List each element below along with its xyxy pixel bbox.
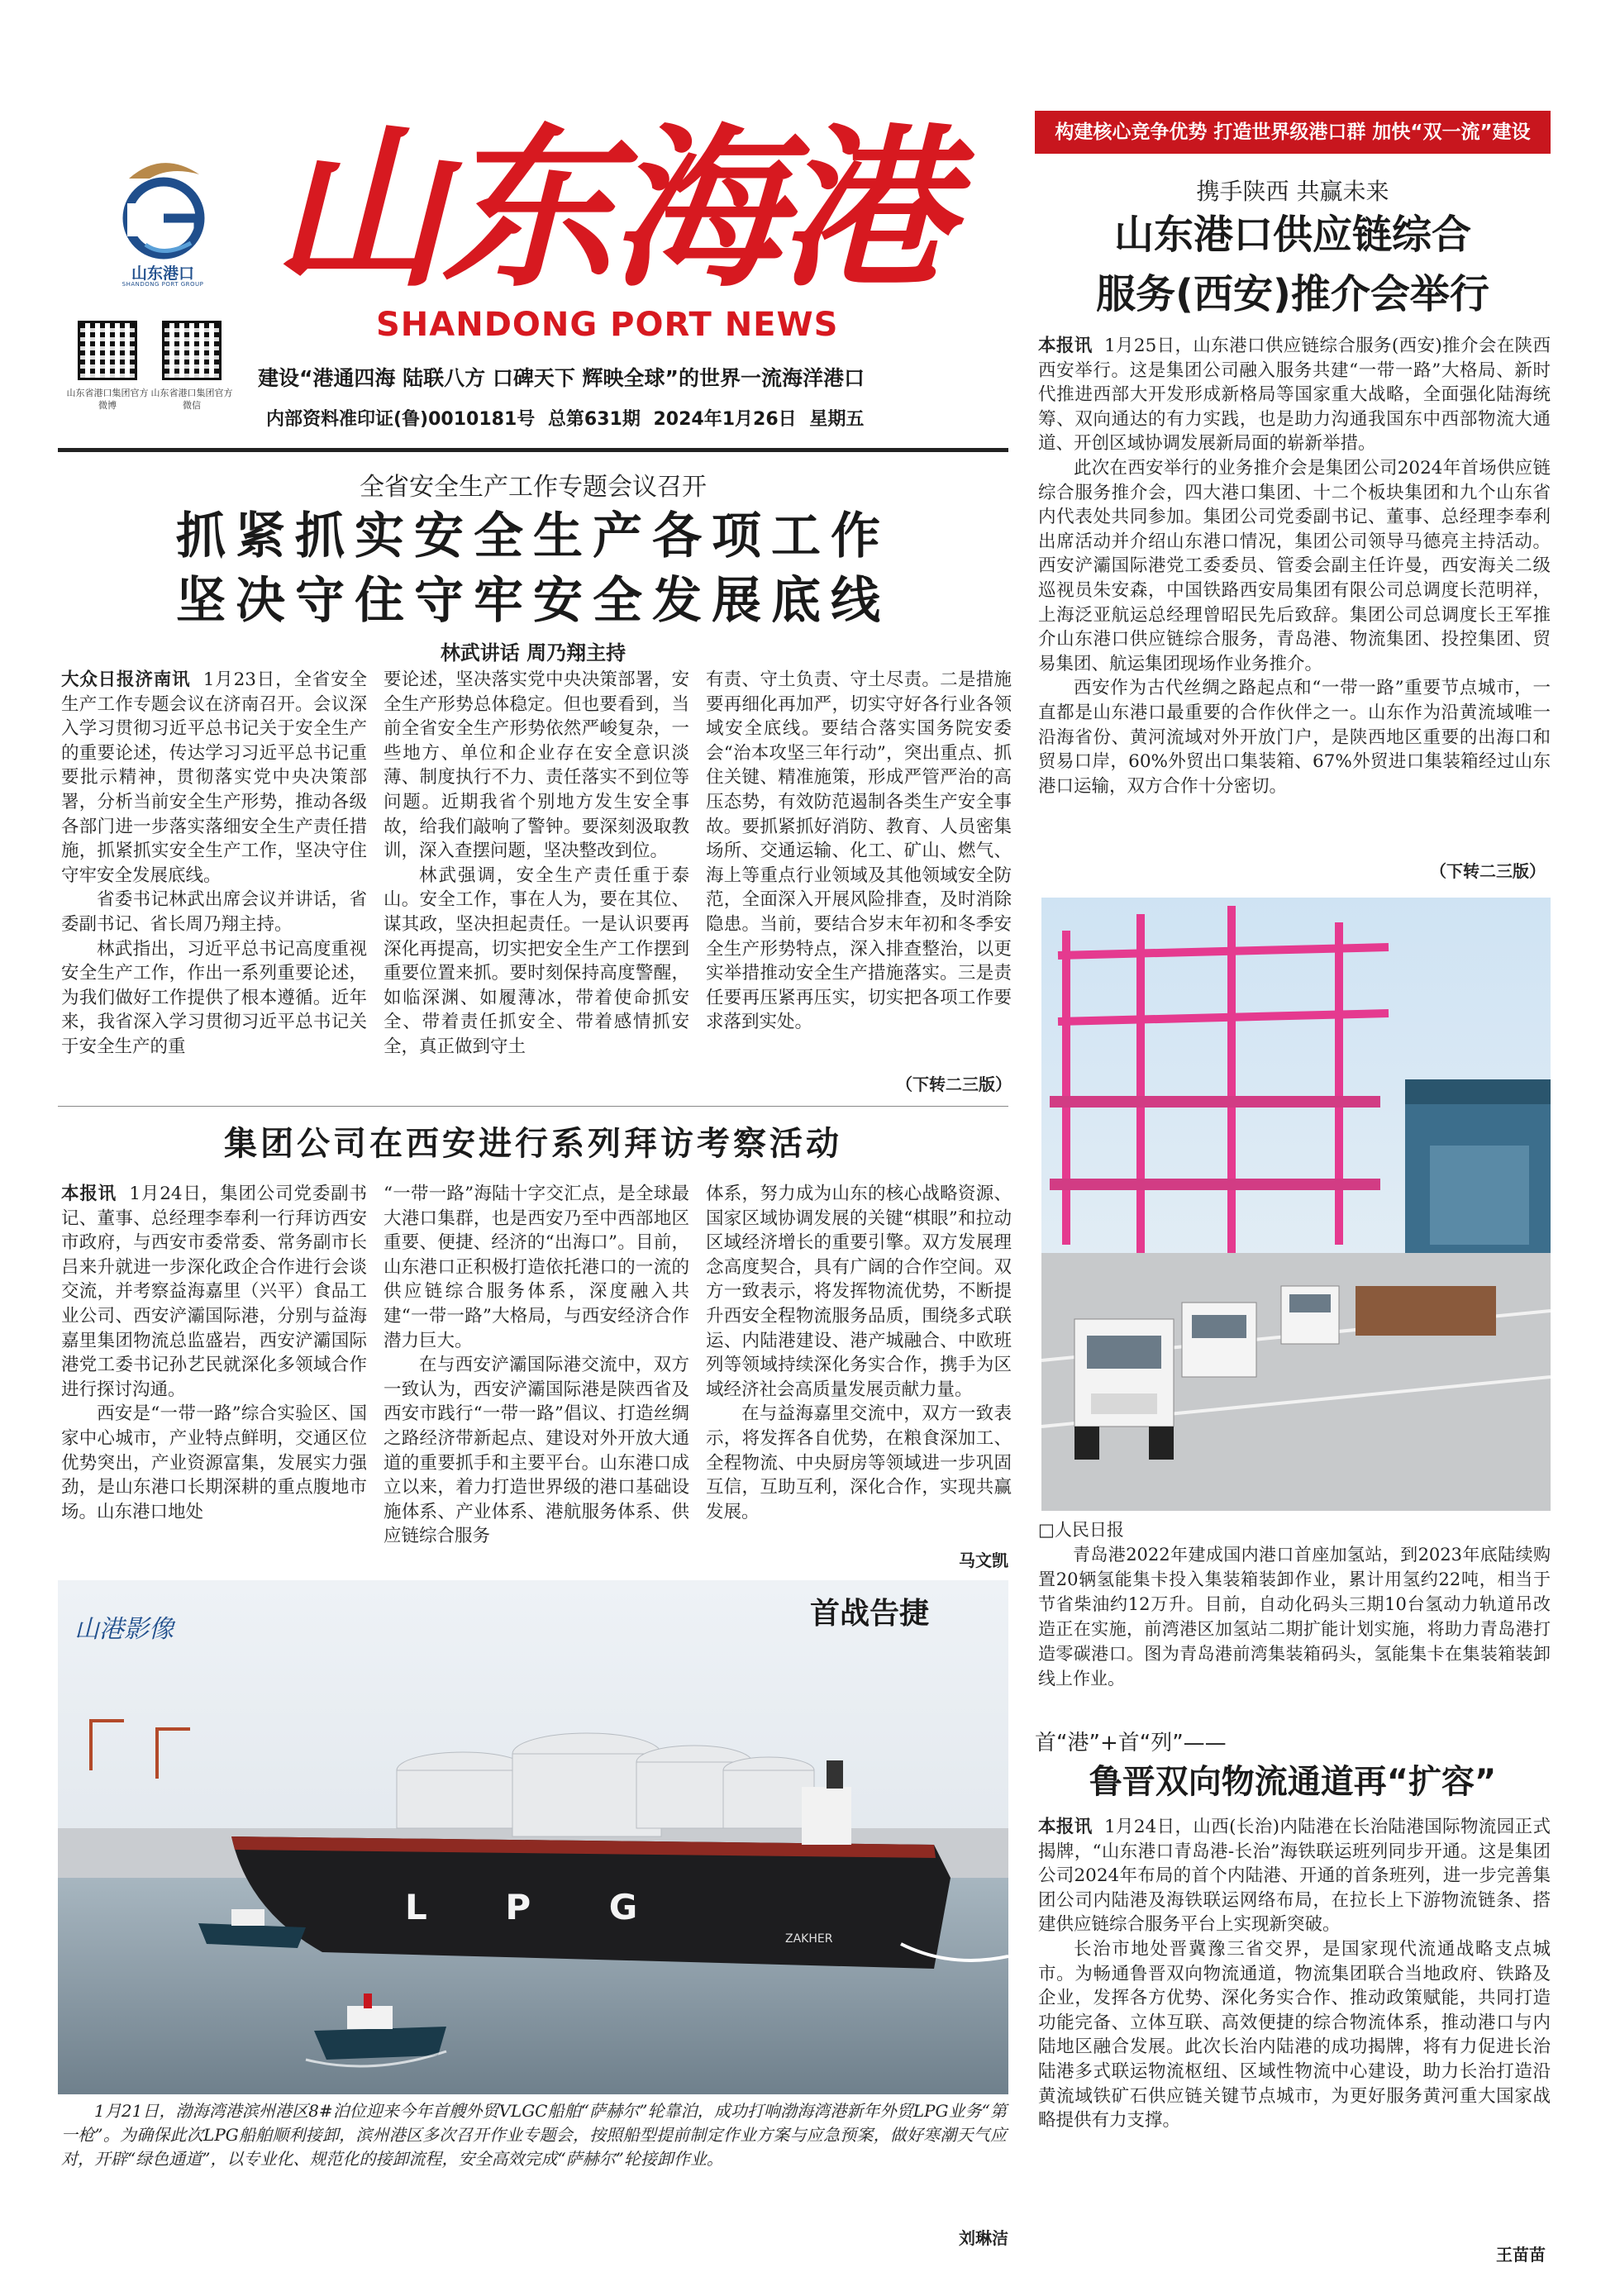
article1-text-1: 1月23日，全省安全生产工作专题会议在济南召开。会议深入学习贯彻习近平总书记关于安全生产的重要论述，传达学习习近平总书记重要批示精神，贯彻落实党中央决策部署，分析当前安全生产形势，推动各级各部门进一步落实落细安全生产责任措施，抓紧抓实安全生产工作，坚决守住守牢安全发展底线。 [61,669,367,886]
article3-body [1038,334,1551,869]
article2-column1 [61,1182,367,1574]
article2-headline: 集团公司在西安进行系列拜访考察活动 [224,1125,842,1163]
qr-label-wechat: 山东省港口集团官方微信 [150,388,233,411]
photo-right-caption [1038,1517,1551,1691]
article3-text-3: 西安作为古代丝绸之路起点和“一带一路”重要节点城市，一直都是山东港口最重要的合作伙伴之一。山东作为沿黄流域唯一沿海省份、黄河流域对外开放门户，是陕西地区重要的出海口和贸易口岸，60%外贸出口集装箱、67%外贸进口集装箱经过山东港口运输，双方合作十分密切。 [1038,678,1551,797]
lpg-ship-photo [58,1580,1008,2094]
article4-headline: 鲁晋双向物流通道再“扩容” [1089,1763,1497,1801]
ship-name-text: ZAKHER [785,1932,833,1946]
masthead-slogan: 建设“港通四海 陆联八方 口碑天下 辉映全球”的世界一流海洋港口 [258,366,865,390]
hydrogen-truck-photo [1041,898,1551,1511]
article2-source: 本报讯 [61,1184,117,1204]
article3-continued: （下转二三版） [1430,861,1546,881]
photo-feature-author: 刘琳洁 [959,2228,1008,2248]
article4-author: 王苗苗 [1496,2245,1546,2265]
article2-column2 [384,1182,689,1574]
qr-label-weibo: 山东省港口集团官方微博 [66,388,149,411]
article2-column3 [706,1182,1012,1549]
article1-text-3: 林武指出，习近平总书记高度重视安全生产工作，作出一系列重要论述，为我们做好工作提供了根本遵循。近年来，我省深入学习贯彻习近平总书记关于安全生产的重 [61,938,367,1057]
section-divider [58,1106,1008,1107]
masthead-title: 山东海港 [273,107,948,311]
logo-emblem-icon [112,154,212,278]
article4-source: 本报讯 [1038,1817,1093,1837]
article1-column2 [384,668,689,1098]
article3-kicker: 携手陕西 共赢未来 [1196,178,1389,205]
article1-kicker: 全省安全生产工作专题会议召开 [360,473,707,502]
article3-text-2: 此次在西安举行的业务推介会是集团公司2024年首场供应链综合服务推介会，四大港口集团、十二个板块集团和九个山东省内代表处共同参加。集团公司党委副书记、董事、总经理李奉利出席活动并介绍山东港口情况，集团公司领导马德亮主持活动。西安浐灞国际港党工委委员、管委会副主任许曼，西安海关二级巡视员朱安森，中国铁路西安局集团有限公司总调度长范明祥，上海泛亚航运总经理曾昭民先后致辞。集团公司总调度长王军推介山东港口供应链综合服务，青岛港、物流集团、投控集团、贸易集团、航运集团现场作业务推介。 [1038,457,1551,674]
article2-text-6: 在与益海嘉里交流中，双方一致表示，将发挥各自优势，在粮食深加工、全程物流、中央厨房等领域进一步巩固互信，互助互利，深化合作，实现共赢发展。 [706,1403,1012,1522]
issue-info: 内部资料准印证(鲁)0010181号 总第631期 2024年1月26日 星期五 [266,409,865,430]
photo-right-caption-text: 青岛港2022年建成国内港口首座加氢站，到2023年底陆续购置20辆氢能集卡投入集装箱装卸作业，累计用氢约22吨，相当于节省柴油约12万升。目前，自动化码头三期10台氢动力轨道吊改造正在实施，前湾港区加氢站二期扩能计划实施，将助力青岛港打造零碳港口。图为青岛港前湾集装箱码头，氢能集卡在集装箱装卸线上作业。 [1038,1545,1551,1689]
photo-feature-title: 首战告捷 [810,1597,930,1631]
photo-feature-caption: 1月21日，渤海湾港滨州港区8#泊位迎来今年首艘外贸VLGC船舶“萨赫尔”轮靠泊，成功打响渤海湾港新年外贸LPG业务“第一枪”。为确保此次LPG船舶顺利接卸，滨州港区多次召开作业专题会，按照船型提前制定作业方案与应急预案，做好寒潮天气应对，开辟“绿色通道”，以专业化、规范化的接卸流程，安全高效完成“萨赫尔”轮接卸作业。 [61,2101,1007,2169]
article2-text-2: 西安是“一带一路”综合实验区、国家中心城市，产业特点鲜明，交通区位优势突出，产业资源富集，发展实力强劲，是山东港口长期深耕的重点腹地市场。山东港口地处 [61,1403,367,1522]
qr-code-wechat-icon [162,321,222,380]
article1-column1 [61,668,367,1098]
qr-code-weibo-icon [78,321,137,380]
article1-text-5: 林武强调，安全生产责任重于泰山。安全工作，事在人为，要在其位、谋其政，坚决担起责任。一是认识要再深化再提高，切实把安全生产工作摆到重要位置来抓。要时刻保持高度警醒，如临深渊、如履薄冰，带着使命抓安全、带着责任抓安全、带着感情抓安全，真正做到守土 [384,865,689,1057]
logo-subtext: SHANDONG PORT GROUP [122,281,204,288]
article1-headline-line2: 坚决守住守牢安全发展底线 [176,572,890,630]
article1-text-2: 省委书记林武出席会议并讲话，省委副书记、省长周乃翔主持。 [61,889,367,935]
masthead-english-title: SHANDONG PORT NEWS [376,306,839,344]
article3-source: 本报讯 [1038,336,1093,356]
article1-continued: （下转二三版） [896,1074,1012,1094]
article3-headline-line1: 山东港口供应链综合 [1113,212,1471,258]
column-gap [1023,111,1024,2276]
article1-text-4: 要论述，坚决落实党中央决策部署，安全生产形势总体稳定。但也要看到，当前全省安全生产形势依然严峻复杂，一些地方、单位和企业存在安全意识淡薄、制度执行不力、责任落实不到位等问题。近期我省个别地方发生安全事故，给我们敲响了警钟。要深刻汲取教训，深入查摆问题，坚决整改到位。 [384,669,689,862]
article3-headline-line2: 服务(西安)推介会举行 [1096,271,1489,317]
photo-feature-brand: 山港影像 [74,1615,174,1644]
article1-source: 大众日报济南讯 [61,669,191,690]
campaign-banner: 构建核心竞争优势 打造世界级港口群 加快“双一流”建设 [1035,111,1551,154]
logo-text: 山东港口 [131,264,194,283]
article2-text-1: 1月24日，集团公司党委副书记、董事、总经理李奉利一行拜访西安市政府，与西安市委常委、常务副市长吕来升就进一步深化政企合作进行会谈交流，并考察益海嘉里（兴平）食品工业公司、西安浐灞国际港，分别与益海嘉里集团物流总监盛岩，西安浐灞国际港党工委书记孙艺民就深化多领域合作进行探讨沟通。 [61,1184,367,1400]
photo-right-credit: □人民日报 [1038,1520,1124,1540]
article1-headline-line1: 抓紧抓实安全生产各项工作 [176,507,890,565]
article1-text-6: 有责、守土负责、守土尽责。二是措施要再细化再加严，切实守好各行业各领域安全底线。要结合落实国务院安委会“治本攻坚三年行动”，突出重点、抓住关键、精准施策，形成严管严治的高压态势，有效防范遏制各类生产安全事故。要抓紧抓好消防、教育、人员密集场所、交通运输、化工、矿山、燃气、海上等重点行业领域及其他领域安全防范，全面深入开展风险排查，及时消除隐患。当前，要结合岁末年初和冬季安全生产形势特点，深入排查整治，以更实举措推动安全生产措施落实。三是责任要再压紧再压实，切实把各项工作要求落到实处。 [706,669,1012,1033]
article2-text-3: “一带一路”海陆十字交汇点，是全球最大港口集群，也是西安乃至中西部地区重要、便捷、经济的“出海口”。目前，山东港口正积极打造依托港口的一流的供应链综合服务体系，深度融入共建“一带一路”大格局，与西安经济合作潜力巨大。 [384,1184,689,1351]
article4-text-1: 1月24日，山西(长治)内陆港在长治陆港国际物流园正式揭牌，“山东港口青岛港-长治”海铁联运班列同步开通。这是集团公司2024年布局的首个内陆港、开通的首条班列，进一步完善集团公司内陆港及海铁联运网络布局，在拉长上下游物流链条、搭建供应链综合服务平台上实现新突破。 [1038,1817,1551,1936]
ship-hull-text: L P G [405,1887,671,1927]
article4-text-2: 长治市地处晋冀豫三省交界，是国家现代流通战略支点城市。为畅通鲁晋双向物流通道，物流集团联合当地政府、铁路及企业，发挥各方优势、深化务实合作、推动政策赋能，共同打造功能完备、立体互联、高效便捷的综合物流体系，推动港口与内陆地区融合发展。此次长治内陆港的成功揭牌，将有力促进长治陆港多式联运物流枢纽、区域性物流中心建设，助力长治打造沿黄流域铁矿石供应链关键节点城市，为更好服务黄河重大国家战略提供有力支撑。 [1038,1938,1551,2132]
article4-kicker: 首“港”+首“列”—— [1035,1731,1227,1755]
article2-text-5: 体系，努力成为山东的核心战略资源、国家区域协调发展的关键“棋眼”和拉动区域经济增长的重要引擎。双方发展理念高度契合，具有广阔的合作空间。双方一致表示，将发挥物流优势，不断提升西安全程物流服务品质，围绕多式联运、内陆港建设、港产城融合、中欧班列等领域持续深化务实合作，携手为区域经济社会高质量发展贡献力量。 [706,1184,1012,1400]
masthead-rule [58,448,1008,452]
article2-text-4: 在与西安浐灞国际港交流中，双方一致认为，西安浐灞国际港是陕西省及西安市践行“一带一路”倡议、打造丝绸之路经济带新起点、建设对外开放大通道的重要抓手和主要平台。山东港口成立以来，着力打造世界级的港口基础设施体系、产业体系、港航服务体系、供应链综合服务 [384,1355,689,1547]
article2-author: 马文凯 [959,1551,1008,1570]
article3-text-1: 1月25日，山东港口供应链综合服务(西安)推介会在陕西西安举行。这是集团公司融入服务共建“一带一路”大格局、新时代推进西部大开发形成新格局等国家重大战略，全面强化陆海统筹、双向通达的有力实践，也是助力沟通我国东中西部物流大通道、开创区域协调发展新局面的崭新举措。 [1038,336,1551,455]
article1-column3 [706,668,1012,1081]
article1-subhead: 林武讲话 周乃翔主持 [440,641,627,665]
article4-body [1038,1815,1551,2236]
